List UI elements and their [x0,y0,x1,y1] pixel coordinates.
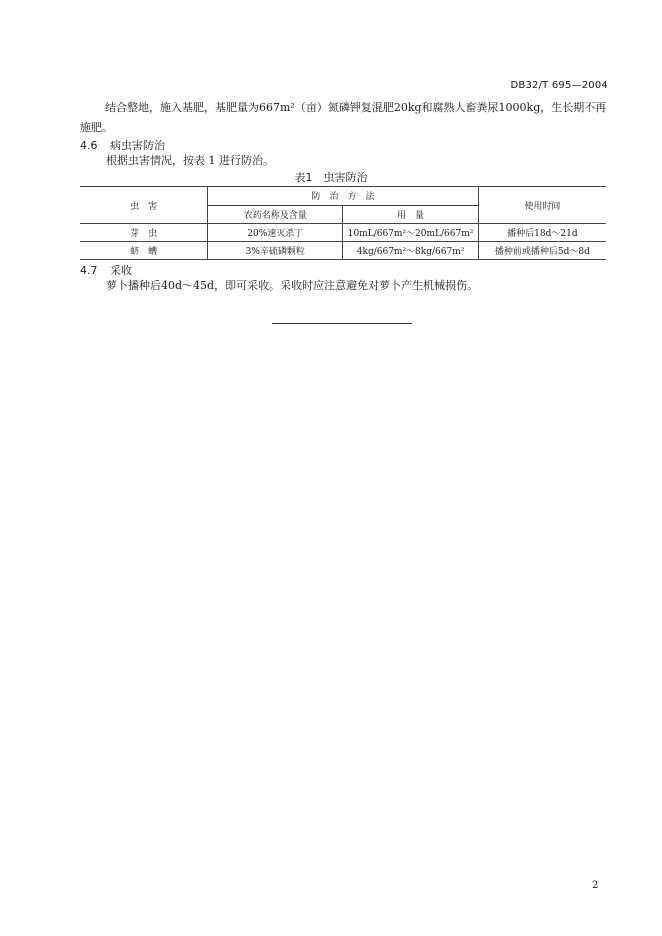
header-pest: 虫 害 [80,187,208,224]
pest-control-table [80,186,606,260]
page-number: 2 [592,880,599,891]
table-row [80,242,606,260]
header-dosage: 用 量 [343,205,478,224]
header-method: 防 治 方 法 [208,187,479,206]
cell-timing: 播种前或播种后5d～8d [478,242,606,260]
cell-pest: 芽 虫 [80,224,208,242]
document-id: DB32/T 695—2004 [510,80,608,91]
section-title: 采收 [110,264,132,277]
cell-pesticide: 20%速灭杀丁 [208,224,343,242]
table-caption: 表1 虫害防治 [294,171,368,184]
cell-pesticide: 3%辛硫磷颗粒 [208,242,343,260]
cell-dosage: 4kg/667m²～8kg/667m² [343,242,478,260]
header-pesticide: 农药名称及含量 [208,205,343,224]
cell-dosage: 10mL/667m²～20mL/667m² [343,224,478,242]
cell-pest: 蛴 螬 [80,242,208,260]
paragraph-harvest: 萝卜播种后40d～45d，即可采收。采收时应注意避免对萝卜产生机械损伤。 [106,279,479,292]
cell-timing: 播种后18d～21d [478,224,606,242]
table-header-row [80,187,606,206]
paragraph-base-fertilizer: 结合整地，施入基肥，基肥量为667m²（亩）氮磷钾复混肥20kg和腐熟人畜粪尿1000kg，生长期不再施肥。 [80,101,607,134]
section-title: 病虫害防治 [110,139,165,152]
table-row [80,224,606,242]
end-rule [272,323,412,324]
section-number: 4.6 [80,139,98,152]
header-timing: 使用时间 [478,187,606,224]
paragraph-pest-intro: 根据虫害情况，按表 1 进行防治。 [106,154,274,167]
section-number: 4.7 [80,264,98,277]
